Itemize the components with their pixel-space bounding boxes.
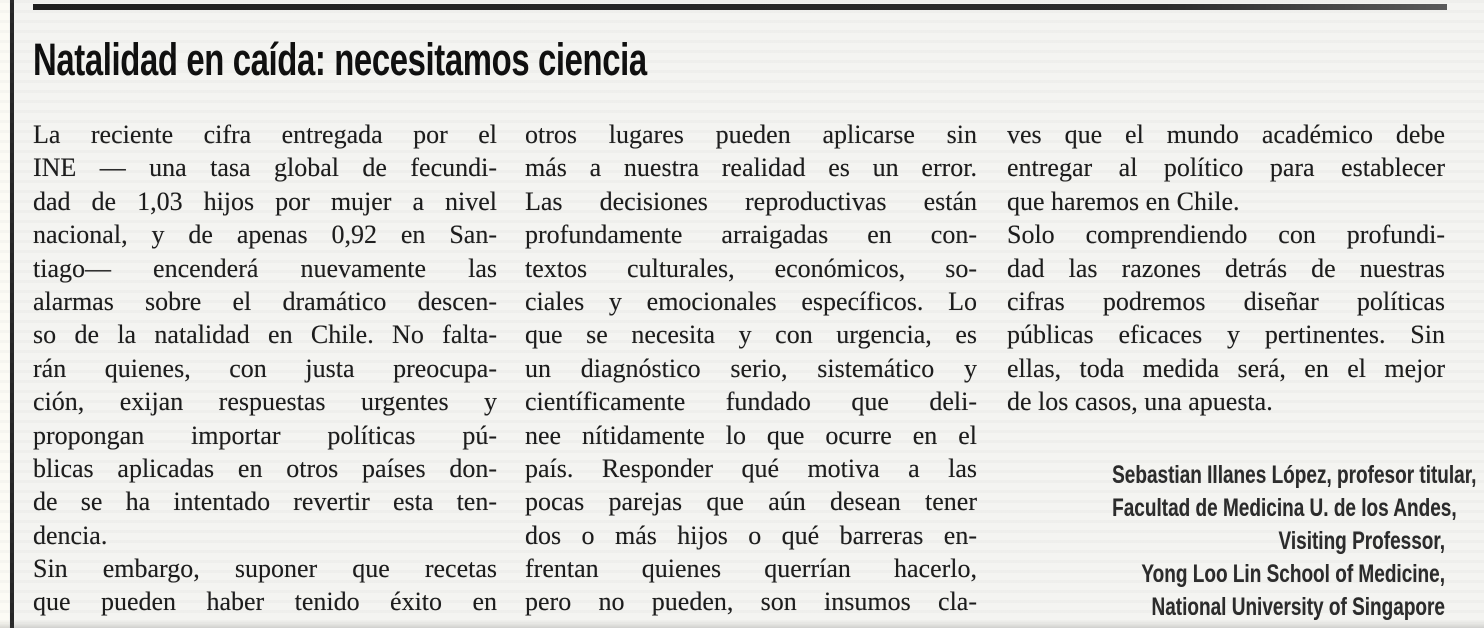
text-line: tiago— encenderá nuevamente las — [33, 253, 497, 283]
text-line: cifras podremos diseñar políticas — [1007, 286, 1445, 316]
text-line: ves que el mundo académico debe — [1007, 120, 1445, 149]
top-rule — [33, 4, 1447, 10]
text-line: ción, exijan respuestas urgentes y — [33, 387, 497, 417]
article-columns — [33, 118, 1477, 624]
text-line: que haremos en Chile. — [1007, 186, 1240, 216]
text-line: Sin embargo, suponer que recetas — [33, 554, 497, 584]
text-line: nacional, y de apenas 0,92 en San- — [33, 220, 497, 250]
signature-line: Facultad de Medicina U. de los Andes, — [1112, 493, 1457, 522]
text-line: so de la natalidad en Chile. No falta- — [33, 320, 497, 350]
text-line: Las decisiones reproductivas están — [525, 186, 977, 216]
text-line: Solo comprendiendo con profundi- — [1007, 220, 1445, 250]
text-line: INE — una tasa global de fecundi- — [33, 153, 497, 183]
signature-line: National University of Singapore — [1151, 592, 1445, 621]
text-line: blicas aplicadas en otros países don- — [33, 453, 497, 483]
text-line: rán quienes, con justa preocupa- — [33, 353, 497, 383]
text-line: públicas eficaces y pertinentes. Sin — [1007, 320, 1445, 350]
signature-line: Visiting Professor, — [1278, 526, 1445, 555]
text-line: profundamente arraigadas en con- — [525, 220, 977, 250]
text-line: científicamente fundado que deli- — [525, 387, 977, 417]
text-line: dos o más hijos o qué barreras en- — [525, 520, 977, 550]
text-line: propongan importar políticas pú- — [33, 420, 497, 450]
article-column-2 — [525, 118, 977, 624]
article — [33, 34, 1477, 624]
article-column-3-body — [1007, 118, 1445, 419]
text-line: de se ha intentado revertir esta ten- — [33, 487, 497, 517]
article-column-1 — [33, 118, 497, 624]
text-line: ellas, toda medida será, en el mejor — [1007, 353, 1445, 383]
text-line: dencia. — [33, 520, 108, 550]
text-line: otros lugares pueden aplicarse sin — [525, 120, 977, 149]
page-left-margin — [0, 0, 9, 628]
left-border-rule — [10, 0, 14, 628]
article-signature — [1007, 459, 1477, 624]
text-line: país. Responder qué motiva a las — [525, 453, 977, 483]
text-line: La reciente cifra entregada por el — [33, 120, 497, 149]
article-title: Natalidad en caída: necesitamos ciencia — [33, 34, 647, 85]
signature-line: Sebastian Illanes López, profesor titular, — [1112, 460, 1477, 489]
text-line: alarmas sobre el dramático descen- — [33, 286, 497, 316]
article-column-3 — [1007, 118, 1477, 624]
text-line: entregar al político para establecer — [1007, 153, 1445, 183]
text-line: pero no pueden, son insumos cla- — [525, 587, 977, 617]
text-line: pocas parejas que aún desean tener — [525, 487, 977, 517]
text-line: un diagnóstico serio, sistemático y — [525, 353, 977, 383]
text-line: ciales y emocionales específicos. Lo — [525, 286, 977, 316]
text-line: que se necesita y con urgencia, es — [525, 320, 977, 350]
text-line: nee nítidamente lo que ocurre en el — [525, 420, 977, 450]
text-line: dad las razones detrás de nuestras — [1007, 253, 1445, 283]
text-line: que pueden haber tenido éxito en — [33, 587, 497, 617]
text-line: frentan quienes querrían hacerlo, — [525, 554, 977, 584]
scan-bottom-edge — [0, 621, 1484, 628]
signature-line: Yong Loo Lin School of Medicine, — [1141, 559, 1445, 588]
text-line: dad de 1,03 hijos por mujer a nivel — [33, 186, 497, 216]
text-line: textos culturales, económicos, so- — [525, 253, 977, 283]
text-line: más a nuestra realidad es un error. — [525, 153, 977, 183]
text-line: de los casos, una apuesta. — [1007, 387, 1273, 417]
